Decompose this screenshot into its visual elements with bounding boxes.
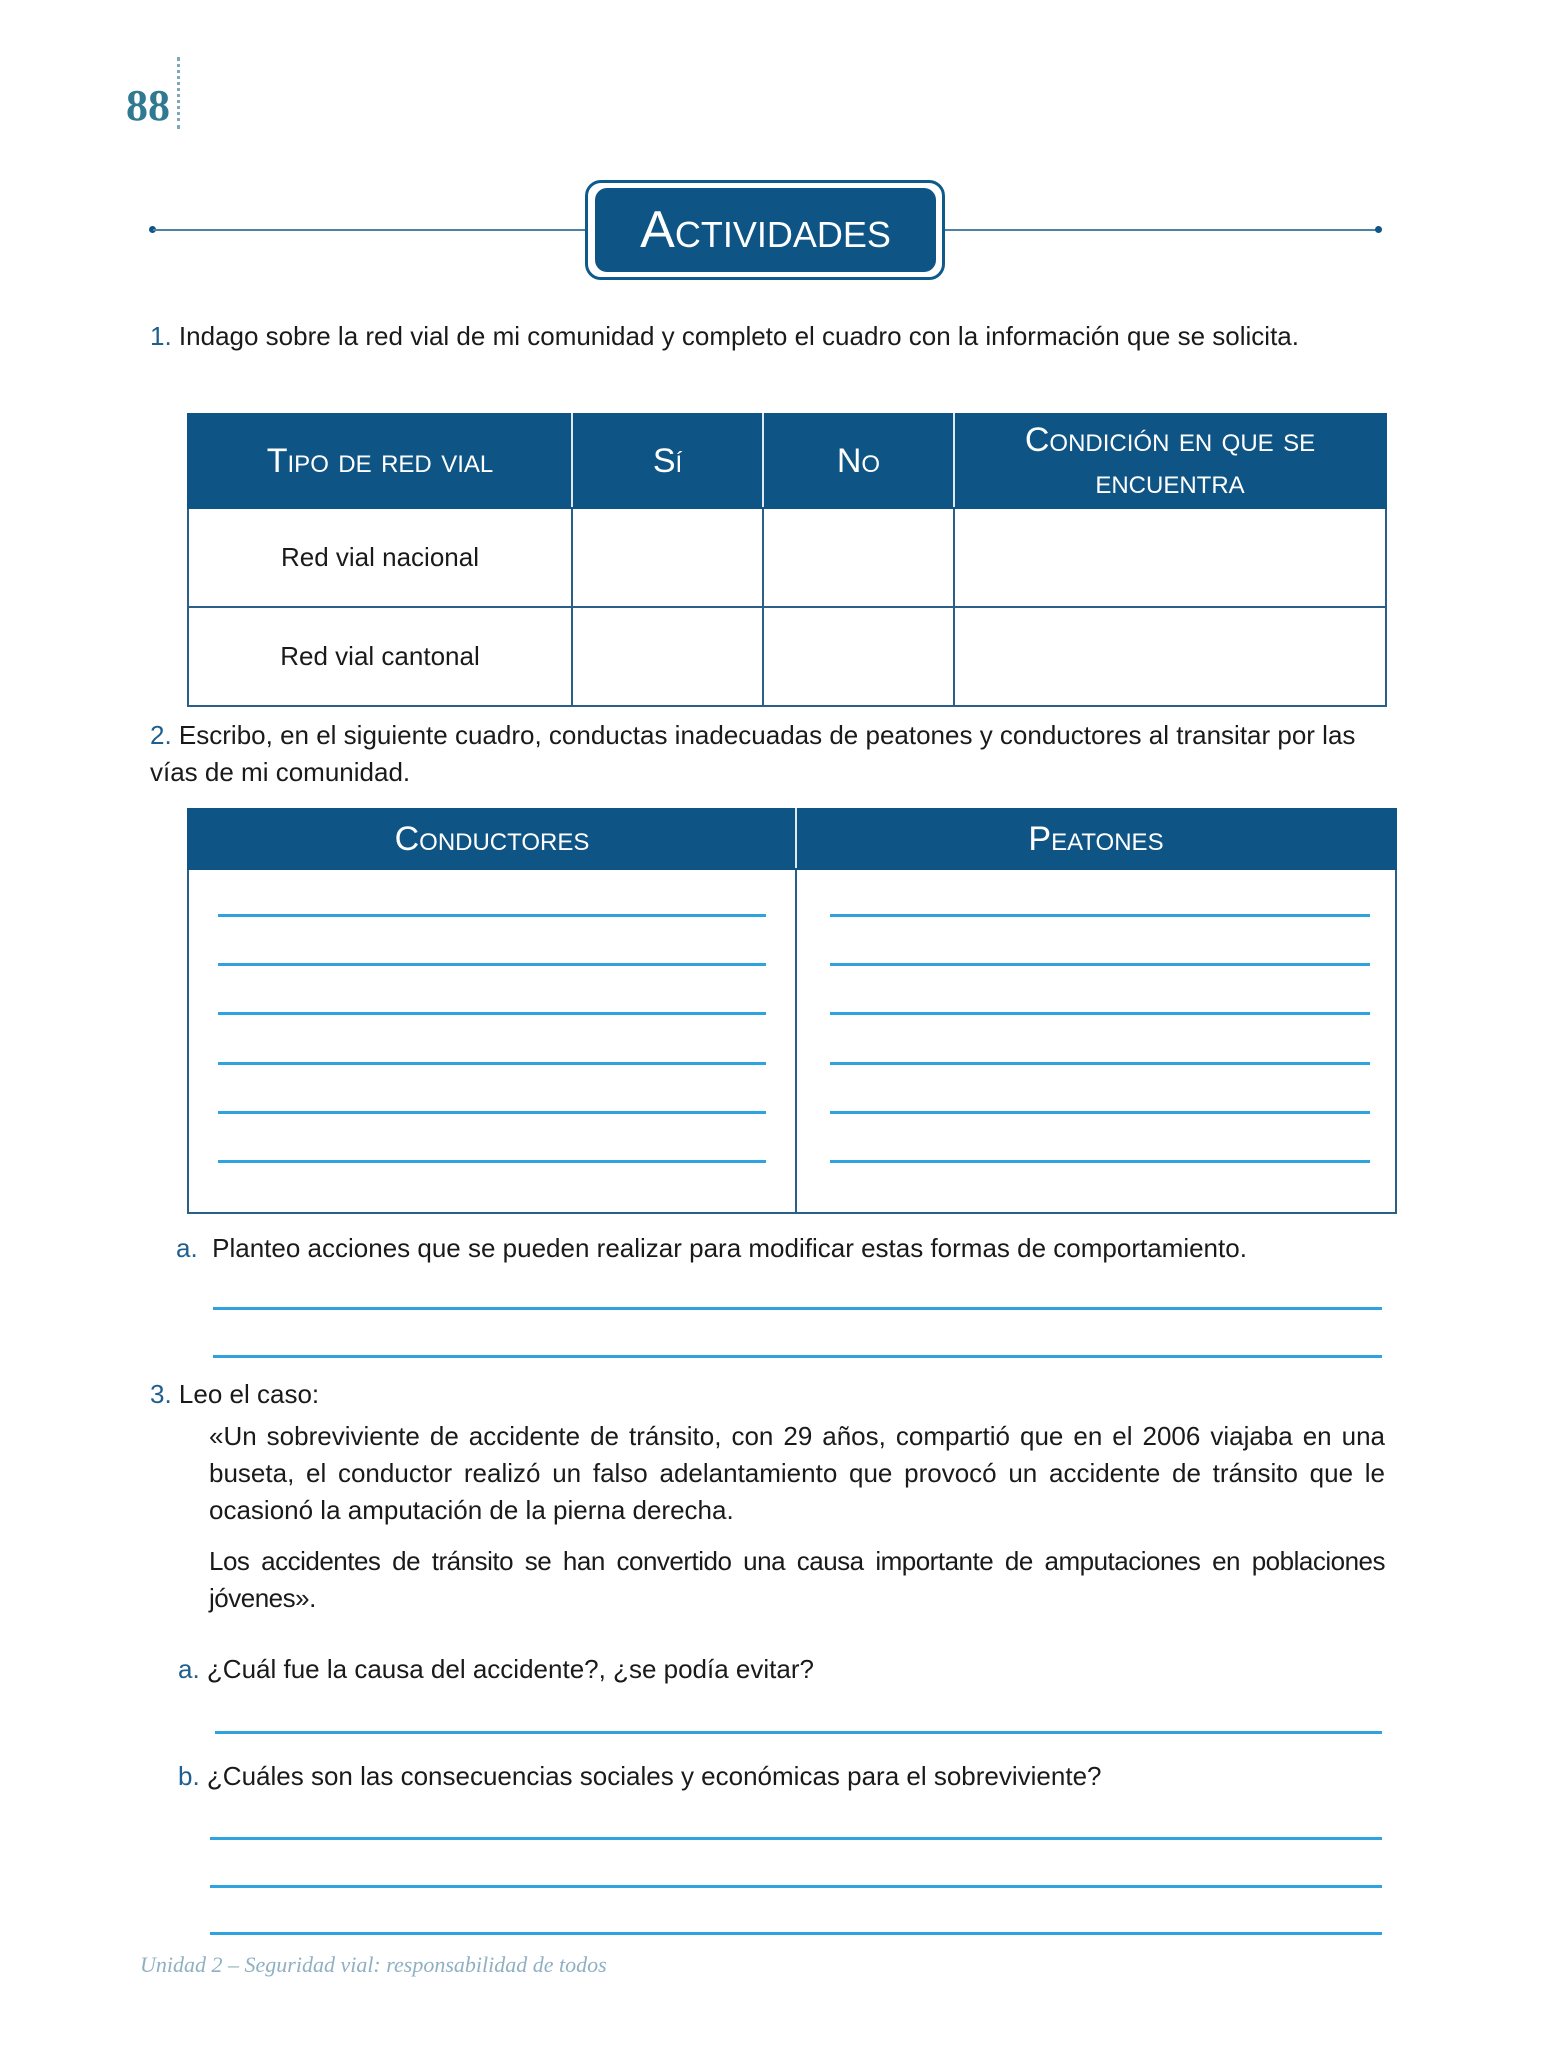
question-3 bbox=[150, 1376, 1400, 1413]
answer-line[interactable] bbox=[210, 1932, 1382, 1935]
road-type-cell: Red vial cantonal bbox=[188, 607, 572, 706]
answer-line[interactable] bbox=[218, 1111, 766, 1114]
answer-line[interactable] bbox=[218, 914, 766, 917]
column-header-pedestrians: Peatones bbox=[796, 809, 1396, 869]
answer-line[interactable] bbox=[210, 1837, 1382, 1840]
table-row bbox=[188, 607, 1386, 706]
condition-cell[interactable] bbox=[954, 607, 1386, 706]
answer-line[interactable] bbox=[210, 1885, 1382, 1888]
sub-question-text: Planteo acciones que se pueden realizar para modificar estas formas de comportamiento. bbox=[212, 1233, 1247, 1263]
sub-question-label: b. bbox=[178, 1761, 200, 1791]
header-line-left bbox=[153, 229, 587, 231]
column-header: No bbox=[763, 414, 954, 508]
no-cell[interactable] bbox=[763, 607, 954, 706]
answer-line[interactable] bbox=[830, 1062, 1370, 1065]
case-quote-paragraph-2: Los accidentes de tránsito se han convertido una causa importante de amputaciones en poblaciones jóvenes». bbox=[209, 1546, 1385, 1613]
question-number: 3. bbox=[150, 1379, 172, 1409]
answer-line[interactable] bbox=[218, 1062, 766, 1065]
sub-question-text: ¿Cuáles son las consecuencias sociales y económicas para el sobreviviente? bbox=[206, 1761, 1102, 1791]
table-row bbox=[188, 508, 1386, 607]
answer-line[interactable] bbox=[215, 1731, 1382, 1734]
sub-question-text: ¿Cuál fue la causa del accidente?, ¿se podía evitar? bbox=[206, 1654, 814, 1684]
behavior-table bbox=[187, 808, 1397, 1214]
question-1 bbox=[150, 318, 1387, 355]
question-number: 2. bbox=[150, 720, 172, 750]
question-number: 1. bbox=[150, 321, 172, 351]
no-cell[interactable] bbox=[763, 508, 954, 607]
question-text: Leo el caso: bbox=[178, 1379, 320, 1409]
answer-line[interactable] bbox=[218, 1012, 766, 1015]
question-3b bbox=[178, 1758, 1398, 1795]
page-number-divider bbox=[177, 57, 180, 129]
pedestrians-answer-cell[interactable] bbox=[796, 869, 1396, 1213]
answer-line[interactable] bbox=[830, 963, 1370, 966]
column-header-drivers: Conductores bbox=[188, 809, 796, 869]
footer-unit-title: Unidad 2 – Seguridad vial: responsabilidad de todos bbox=[140, 1952, 607, 1977]
question-2a bbox=[176, 1230, 1396, 1267]
yes-cell[interactable] bbox=[572, 607, 763, 706]
sub-question-label: a. bbox=[178, 1654, 200, 1684]
yes-cell[interactable] bbox=[572, 508, 763, 607]
answer-line[interactable] bbox=[830, 1160, 1370, 1163]
question-text: Escribo, en el siguiente cuadro, conductas inadecuadas de peatones y conductores al transitar por las vías de mi comunidad. bbox=[150, 720, 1356, 787]
column-header: Sí bbox=[572, 414, 763, 508]
drivers-answer-cell[interactable] bbox=[188, 869, 796, 1213]
condition-cell[interactable] bbox=[954, 508, 1386, 607]
column-header: Tipo de red vial bbox=[188, 414, 572, 508]
answer-line[interactable] bbox=[218, 1160, 766, 1163]
section-title: Actividades bbox=[595, 188, 936, 272]
road-type-cell: Red vial nacional bbox=[188, 508, 572, 607]
answer-line[interactable] bbox=[830, 1012, 1370, 1015]
answer-line[interactable] bbox=[218, 963, 766, 966]
column-header: Condición en que se encuentra bbox=[954, 414, 1386, 508]
answer-line[interactable] bbox=[830, 1111, 1370, 1114]
sub-question-label: a. bbox=[176, 1233, 198, 1263]
question-3a bbox=[178, 1651, 1398, 1688]
road-network-table bbox=[187, 413, 1387, 707]
question-text: Indago sobre la red vial de mi comunidad y completo el cuadro con la información que se solicita. bbox=[178, 321, 1299, 351]
header-line-dot-right bbox=[1375, 226, 1382, 233]
answer-line[interactable] bbox=[213, 1307, 1382, 1310]
case-quote-paragraph-1: «Un sobreviviente de accidente de tránsito, con 29 años, compartió que en el 2006 viajaba en una buseta, el conductor realizó un falso adelantamiento que provocó un accidente de tránsito que le ocasionó la amputación de la pierna derecha. bbox=[209, 1421, 1385, 1525]
page-number: 88 bbox=[126, 81, 170, 130]
question-2 bbox=[150, 717, 1400, 791]
header-line-right bbox=[945, 229, 1377, 231]
answer-line[interactable] bbox=[213, 1355, 1382, 1358]
answer-line[interactable] bbox=[830, 914, 1370, 917]
